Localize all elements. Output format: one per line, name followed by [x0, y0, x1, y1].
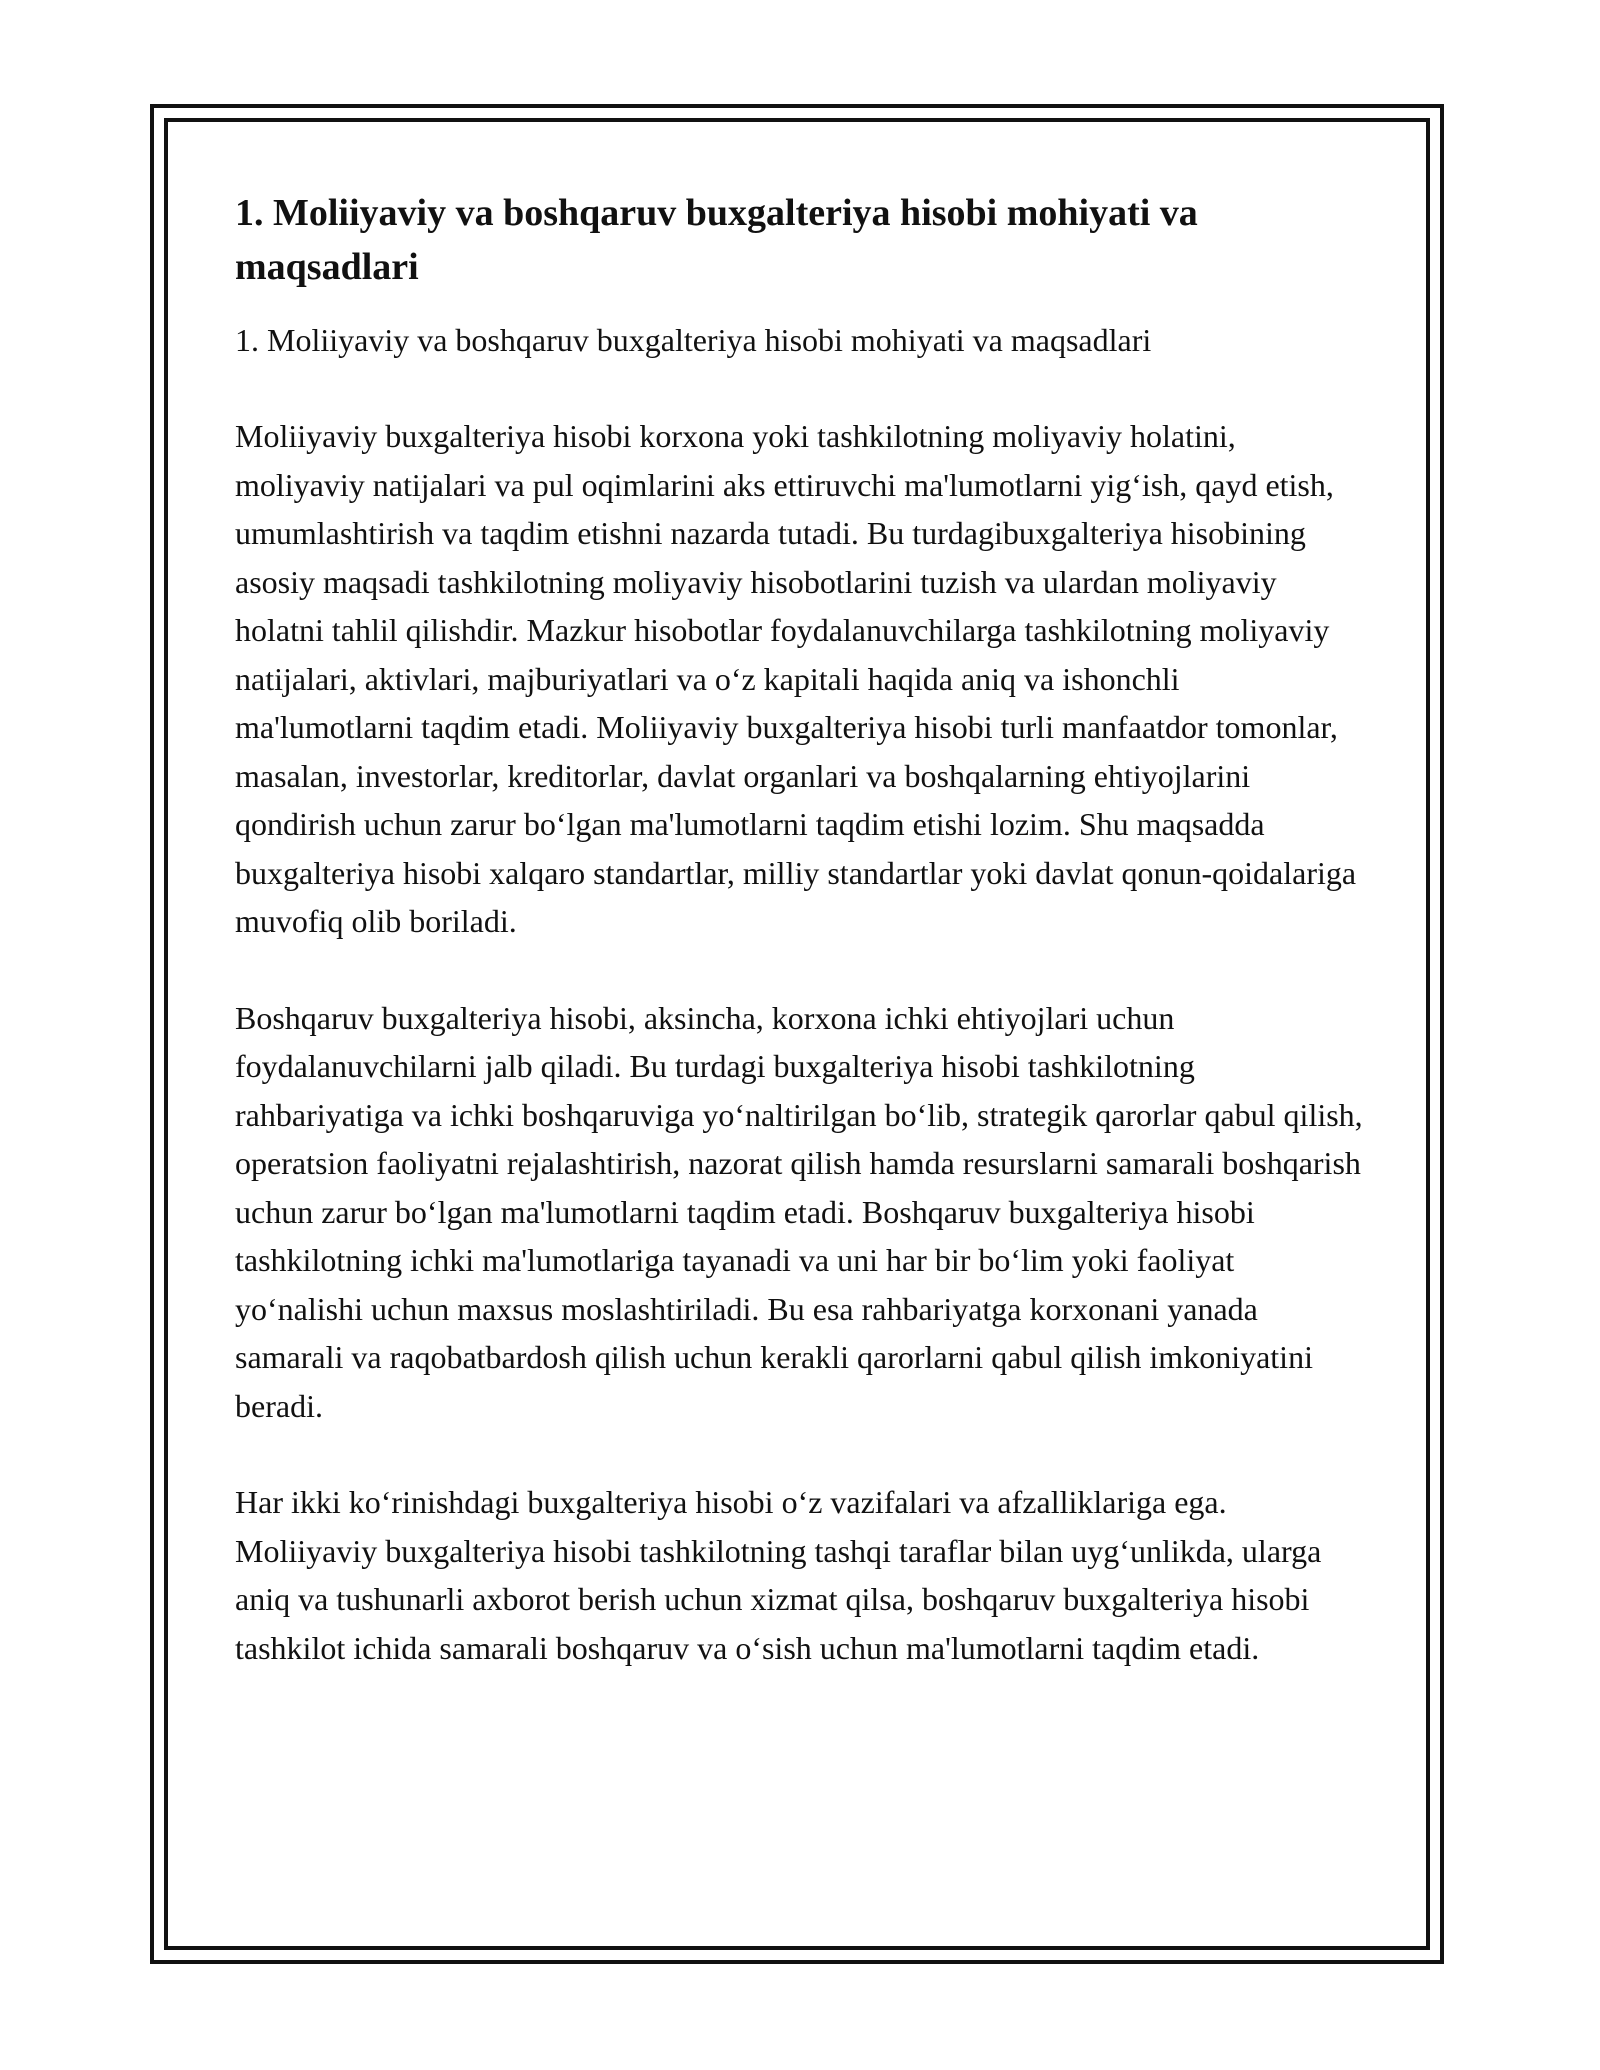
- section-heading: 1. Moliiyaviy va boshqaruv buxgalteriya hisobi mohiyati va maqsadlari: [235, 192, 1198, 288]
- paragraph-financial-accounting: Moliiyaviy buxgalteriya hisobi korxona yoki tashkilotning moliyaviy holatini, moliyaviy natijalari va pul oqimlarini aks ettiruvchi ma'lumotlarni yig‘ish, qayd etish, umumlashtirish va taqdim etishni nazarda tutadi. Bu turdagibuxgalteriya hisobining asosiy maqsadi tashkilotning moliyaviy hisobotlarini tuzish va ulardan moliyaviy holatni tahlil qilishdir. Mazkur hisobotlar foydalanuvchilarga tashkilotning moliyaviy natijalari, aktivlari, majburiyatlari va o‘z kapitali haqida aniq va ishonchli ma'lumotlarni taqdim etadi. Moliiyaviy buxgalteriya hisobi turli manfaatdor tomonlar, masalan, investorlar, kreditorlar, davlat organlari va boshqalarning ehtiyojlarini qondirish uchun zarur bo‘lgan ma'lumotlarni taqdim etishi lozim. Shu maqsadda buxgalteriya hisobi xalqaro standartlar, milliy standartlar yoki davlat qonun-qoidalariga muvofiq olib boriladi.: [235, 418, 1357, 939]
- document-content: [235, 186, 1365, 1720]
- paragraph-conclusion: Har ikki ko‘rinishdagi buxgalteriya hisobi o‘z vazifalari va afzalliklariga ega. Moliiyaviy buxgalteriya hisobi tashkilotning tashqi taraflar bilan uyg‘unlikda, ularga aniq va tushunarli axborot berish uchun xizmat qilsa, boshqaruv buxgalteriya hisobi tashkilot ichida samarali boshqaruv va o‘sish uchun ma'lumotlarni taqdim etadi.: [235, 1484, 1322, 1666]
- section-subheading: 1. Moliiyaviy va boshqaruv buxgalteriya hisobi mohiyati va maqsadlari: [235, 322, 1152, 358]
- paragraph-management-accounting: Boshqaruv buxgalteriya hisobi, aksincha, korxona ichki ehtiyojlari uchun foydalanuvchilarni jalb qiladi. Bu turdagi buxgalteriya hisobi tashkilotning rahbariyatiga va ichki boshqaruviga yo‘naltirilgan bo‘lib, strategik qarorlar qabul qilish, operatsion faoliyatni rejalashtirish, nazorat qilish hamda resurslarni samarali boshqarish uchun zarur bo‘lgan ma'lumotlarni taqdim etadi. Boshqaruv buxgalteriya hisobi tashkilotning ichki ma'lumotlariga tayanadi va uni har bir bo‘lim yoki faoliyat yo‘nalishi uchun maxsus moslashtiriladi. Bu esa rahbariyatga korxonani yanada samarali va raqobatbardosh qilish uchun kerakli qarorlarni qabul qilish imkoniyatini beradi.: [235, 999, 1363, 1424]
